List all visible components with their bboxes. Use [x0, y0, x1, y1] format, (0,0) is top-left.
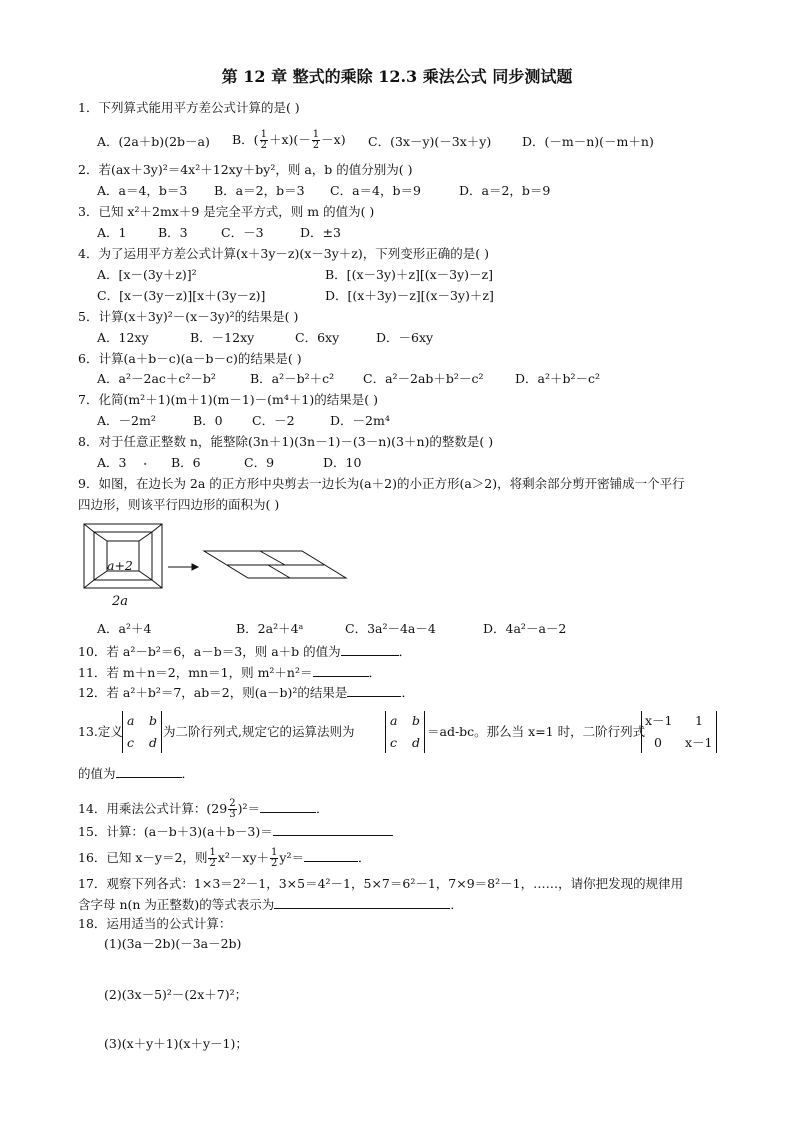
q5-option-c: C．6xy: [295, 330, 340, 345]
question-2: 2．若(ax＋3y)²＝4x²＋12xy＋by²，则 a，b 的值分别为( ): [78, 162, 413, 177]
question-1: 1．下列算式能用平方差公式计算的是( ): [78, 100, 300, 115]
question-13-pre: 13.定义: [78, 724, 123, 739]
fig-inner-label: a+2: [107, 558, 133, 573]
question-11: 11．若 m＋n＝2，mn＝1，则 m²＋n²＝ ．: [78, 665, 382, 680]
fig-outer-label: 2a: [112, 594, 129, 609]
answer-blank[interactable]: [260, 800, 316, 813]
question-10: 10．若 a²－b²＝6，a－b＝3，则 a＋b 的值为 ．: [78, 644, 412, 659]
determinant-rule: a b c d: [385, 711, 425, 753]
q2-option-c: C．a＝4，b＝9: [330, 183, 421, 198]
q1-option-b: B．( $\frac{1}{2}$ ＋x)(－ $\frac{1}{2}$ －x): [232, 129, 346, 151]
q3-option-b: B．3: [158, 225, 188, 240]
question-17-line1: 17．观察下列各式：1×3＝2²－1，3×5＝4²－1，5×7＝6²－1，7×9＝8²－1，……，请你把发现的规律用: [78, 876, 684, 891]
question-4: 4．为了运用平方差公式计算(x＋3y－z)(x－3y＋z)，下列变形正确的是( ): [78, 246, 489, 261]
q9-option-d: D．4a²－a－2: [483, 621, 567, 636]
page-title: 第 12 章 整式的乘除 12.3 乘法公式 同步测试题: [221, 67, 573, 86]
q18-part-2: (2)(3x－5)²－(2x＋7)²；: [104, 987, 248, 1002]
q4-option-d: D．[(x＋3y)－z][(x－3y)＋z]: [325, 288, 494, 303]
q7-option-d: D．－2m⁴: [330, 413, 390, 428]
q7-option-a: A．－2m²: [97, 413, 156, 428]
question-12: 12．若 a²＋b²＝7，ab＝2，则(a－b)²的结果是 ．: [78, 685, 414, 700]
question-16: 16．已知 x－y＝2，则 $\frac{1}{2}$ x²－xy＋ $\frac{1}{2}$ y²＝ ．: [78, 847, 371, 869]
q8-option-b: B．6: [171, 455, 201, 470]
q3-option-a: A．1: [97, 225, 127, 240]
question-15: 15．计算：(a－b＋3)(a＋b－3)＝: [78, 823, 393, 840]
question-17-line2: 含字母 n(n 为正整数)的等式表示为 ．: [78, 897, 463, 912]
question-18: 18．运用适当的公式计算：: [78, 916, 232, 931]
q6-option-a: A．a²－2ac＋c²－b²: [97, 371, 216, 386]
question-6: 6．计算(a＋b－c)(a－b－c)的结果是( ): [78, 351, 302, 366]
q6-option-d: D．a²＋b²－c²: [515, 371, 601, 386]
question-7: 7．化简(m²＋1)(m＋1)(m－1)－(m⁴＋1)的结果是( ): [78, 392, 378, 407]
q1-option-c: C．(3x－y)(－3x＋y): [368, 134, 492, 149]
q8-option-d: D．10: [323, 455, 362, 470]
determinant-abcd: a b c d: [122, 711, 162, 753]
q3-option-d: D．±3: [300, 225, 341, 240]
q4-option-b: B．[(x－3y)＋z][(x－3y)－z]: [325, 267, 493, 282]
q4-option-a: A．[x－(3y＋z)]²: [97, 267, 197, 282]
question-5: 5．计算(x＋3y)²－(x－3y)²的结果是( ): [78, 309, 299, 324]
q9-option-a: A．a²＋4: [97, 621, 152, 636]
q8-option-a: A．3: [97, 455, 127, 470]
q6-option-b: B．a²－b²＋c²: [250, 371, 335, 386]
determinant-x: x－1 1 0 x－1: [641, 711, 717, 753]
q9-option-b: B．2a²＋4ᵃ: [236, 621, 304, 636]
parallelogram: [204, 551, 346, 578]
answer-blank[interactable]: [116, 765, 182, 778]
answer-blank[interactable]: [304, 849, 358, 862]
question-8: 8．对于任意正整数 n，能整除(3n＋1)(3n－1)－(3－n)(3＋n)的整数是( ): [78, 434, 494, 449]
stray-dot: .: [143, 453, 148, 468]
square-frame: [84, 524, 162, 588]
q2-option-b: B．a＝2，b＝3: [214, 183, 305, 198]
question-13-line2: 的值为 ．: [78, 766, 195, 781]
q18-part-1: (1)(3a－2b)(－3a－2b): [104, 936, 242, 951]
q1-option-d: D．(－m－n)(－m＋n): [522, 134, 654, 149]
q3-option-c: C．－3: [221, 225, 264, 240]
answer-blank[interactable]: [273, 823, 393, 836]
q9-option-c: C．3a²－4a－4: [345, 621, 436, 636]
q1-option-a: A．(2a＋b)(2b－a): [97, 134, 210, 149]
q2-option-a: A．a＝4，b＝3: [97, 183, 188, 198]
answer-blank[interactable]: [347, 684, 401, 697]
q5-option-d: D．－6xy: [376, 330, 434, 345]
question-9-line2: 四边形，则该平行四边形的面积为( ): [78, 497, 280, 512]
question-13-mid: 为二阶行列式,规定它的运算法则为: [163, 724, 355, 739]
question-3: 3．已知 x²＋2mx＋9 是完全平方式，则 m 的值为( ): [78, 204, 375, 219]
question-13-post: ＝ad-bc。那么当 x=1 时，二阶行列式: [427, 724, 646, 739]
q5-option-b: B．－12xy: [190, 330, 255, 345]
answer-blank[interactable]: [313, 664, 369, 677]
q2-option-d: D．a＝2，b＝9: [459, 183, 551, 198]
q7-option-c: C．－2: [252, 413, 295, 428]
answer-blank[interactable]: [274, 896, 450, 909]
q4-option-c: C．[x－(3y－z)][x＋(3y－z)]: [97, 288, 266, 303]
q5-option-a: A．12xy: [97, 330, 149, 345]
question-9-line1: 9．如图，在边长为 2a 的正方形中央剪去一边长为(a＋2)的小正方形(a＞2)，将剩余部分剪开密铺成一个平行: [78, 476, 685, 491]
q7-option-b: B．0: [193, 413, 223, 428]
q18-part-3: (3)(x＋y＋1)(x＋y－1)；: [104, 1036, 248, 1051]
q6-option-c: C．a²－2ab＋b²－c²: [363, 371, 484, 386]
arrow-icon: [168, 564, 198, 570]
question-14: 14．用乘法公式计算：(29 $\frac{2}{3}$ )²＝ ．: [78, 798, 329, 820]
q8-option-c: C．9: [244, 455, 275, 470]
answer-blank[interactable]: [341, 643, 399, 656]
